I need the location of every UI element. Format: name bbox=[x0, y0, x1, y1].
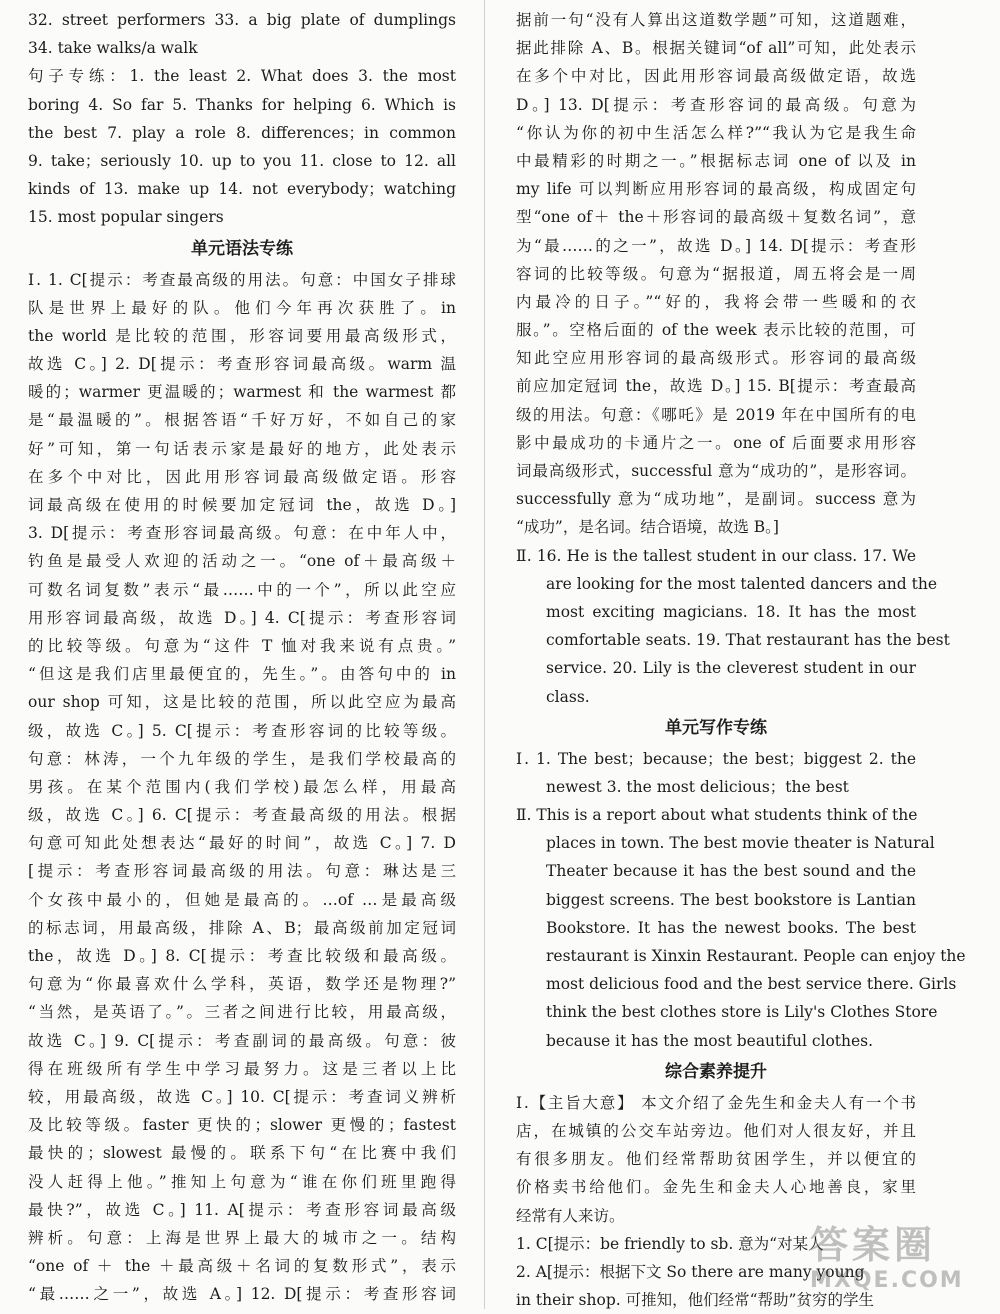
text-line: 32. street performers 33. a big plate of dumplings bbox=[28, 11, 456, 29]
text-line: 据此排除 A、B。根据关键词“of all”可知，此处表示 bbox=[516, 39, 916, 58]
text-line: most exciting magicians. 18. It has the most bbox=[546, 602, 916, 621]
text-line: Ⅱ. 16. He is the tallest student in our class. 17. We bbox=[516, 546, 916, 565]
text-line: “但这是我们店里最便宜的，先生。”。由答句中的 in bbox=[28, 665, 456, 684]
text-line: 较，用最高级，故选 C。] 10. C[提示：考查词义辨析 bbox=[28, 1087, 456, 1106]
text-line: 容词的比较等级。句意为“据报道，周五将会是一周 bbox=[516, 264, 916, 283]
text-line: D。] 13. D[提示：考查形容词的最高级。句意为 bbox=[516, 95, 916, 114]
text-line: biggest screens. The best bookstore is Lantian bbox=[546, 890, 916, 909]
vocabulary-answers bbox=[28, 6, 456, 232]
text-line: successfully 意为“成功地”，是副词。success 意为 bbox=[516, 490, 916, 509]
text-line: “当然，是英语了。”。三者之间进行比较，用最高级， bbox=[28, 1003, 456, 1022]
text-line: “成功”，是名词。结合语境，故选 B。] bbox=[516, 518, 779, 537]
text-line: 的比较等级。句意为“这件 T 恤对我来说有点贵。” bbox=[28, 636, 456, 655]
watermark-logo-text: 答案圈 bbox=[810, 1223, 937, 1267]
text-line: 据前一句“没有人算出这道数学题”可知，这道题难， bbox=[516, 11, 916, 29]
text-line: 级的用法。句意：《哪吒》是 2019 年在中国所有的电 bbox=[516, 405, 916, 424]
text-line: 9. take；seriously 10. up to you 11. close to 12. all bbox=[28, 151, 456, 170]
text-line: 句意可知此处想表达“最好的时间”，故选 C。] 7. D bbox=[28, 834, 456, 853]
text-line: class. bbox=[546, 687, 590, 706]
text-line: 的标志词，用最高级，排除 A、B；最高级前加定冠词 bbox=[28, 918, 456, 937]
text-line: 型“one of＋ the＋形容词的最高级＋复数名词”，意 bbox=[516, 208, 916, 227]
site-watermark bbox=[810, 1223, 980, 1303]
text-line: think the best clothes store is Lily's Clothes Store bbox=[546, 1003, 938, 1022]
section-heading-writing: 单元写作专练 bbox=[665, 717, 767, 738]
text-line: 内最冷的日子。”“好的，我将会带一些暖和的衣 bbox=[516, 292, 916, 311]
text-line: 最快的；slowest 最慢的。联系下句“在比赛中我们 bbox=[28, 1144, 456, 1163]
text-line: 知此空应用形容词的最高级形式。形容词的最高级 bbox=[516, 349, 916, 368]
text-line: Theater because it has the best sound and the bbox=[546, 862, 916, 881]
text-line: 在多个中对比，因此用形容词最高级做定语。形容 bbox=[28, 467, 456, 486]
grammar-answers-continued bbox=[516, 6, 950, 711]
text-line: 3. D[提示：考查形容词最高级。句意：在中年人中， bbox=[28, 524, 456, 543]
text-line: “你认为你的初中生活怎么样?”“我认为它是我生命 bbox=[516, 123, 916, 142]
left-column bbox=[28, 6, 456, 1308]
text-line: 34. take walks/a walk bbox=[28, 39, 198, 58]
text-line: 服。”。空格后面的 of the week 表示比较的范围，可 bbox=[516, 321, 916, 340]
text-line: 词最高级在使用的时候要加定冠词 the，故选 D。] bbox=[28, 496, 456, 514]
text-line: the best 7. play a role 8. differences；in common bbox=[28, 123, 456, 142]
text-line: in their shop. 可推知，他们经常“帮助”贫穷的学生 bbox=[516, 1291, 874, 1310]
text-line: 级，故选 C。] 6. C[提示：考查最高级的用法。根据 bbox=[28, 806, 456, 825]
text-line: most delicious food and the best service there. Girls bbox=[546, 975, 957, 994]
section-heading-comprehensive: 综合素养提升 bbox=[665, 1061, 767, 1082]
text-line: 影中最成功的卡通片之一。one of 后面要求用形容 bbox=[516, 433, 916, 452]
text-line: 个女孩中最小的，但她是最高的。…of …是最高级 bbox=[28, 890, 456, 909]
text-line: 男孩。在某个范围内(我们学校)最怎么样，用最高 bbox=[28, 777, 456, 796]
text-line: 价格卖书给他们。金先生和金夫人心地善良，家里 bbox=[516, 1178, 916, 1197]
text-line: 2. A[提示：根据下文 So there are many young bbox=[516, 1262, 865, 1281]
text-line: boring 4. So far 5. Thanks for helping 6. Which is bbox=[28, 95, 456, 114]
text-line: 得在班级所有学生中学习最努力。这是三者以上比 bbox=[28, 1059, 456, 1078]
text-line: Ⅰ. 1. The best；because；the best；biggest 2. the bbox=[516, 749, 916, 768]
text-line: 是“最温暖的”。根据答语“千好万好，不如自己的家 bbox=[28, 411, 456, 430]
text-line: 句子专练：1. the least 2. What does 3. the most bbox=[28, 67, 456, 86]
text-line: Ⅰ. 1. C[提示：考查最高级的用法。句意：中国女子排球 bbox=[28, 270, 456, 289]
writing-answers bbox=[516, 745, 966, 1055]
text-line: 钓鱼是最受人欢迎的活动之一。“one of＋最高级＋ bbox=[28, 552, 456, 571]
text-line: “最……之一”，故选 A。] 12. D[提示：考查形容词 bbox=[28, 1285, 456, 1304]
text-line: 没人赶得上他。”推知上句意为“谁在你们班里跑得 bbox=[28, 1172, 456, 1191]
text-line: Bookstore. It has the newest books. The best bbox=[546, 918, 916, 937]
text-line: restaurant is Xinxin Restaurant. People can enjoy the bbox=[546, 947, 966, 965]
text-line: service. 20. Lily is the cleverest student in our bbox=[546, 659, 916, 678]
text-line: Ⅱ. This is a report about what students think of the bbox=[516, 806, 918, 825]
text-line: 1. C[提示：be friendly to sb. 意为“对某人 bbox=[516, 1234, 824, 1253]
text-line: 前应加定冠词 the，故选 D。] 15. B[提示：考查最高 bbox=[516, 377, 916, 396]
text-line: 队是世界上最好的队。他们今年再次获胜了。in bbox=[28, 298, 456, 317]
text-line: 词最高级形式，successful 意为“成功的”，是形容词。 bbox=[516, 462, 916, 480]
text-line: Ⅰ.【主旨大意】 本文介绍了金先生和金夫人有一个书 bbox=[516, 1093, 916, 1112]
text-line: are looking for the most talented dancers and the bbox=[546, 574, 937, 593]
text-line: 经常有人来访。 bbox=[516, 1206, 625, 1225]
text-line: 有很多朋友。他们经常帮助贫困学生，并以便宜的 bbox=[516, 1150, 916, 1169]
column-divider bbox=[484, 0, 485, 1309]
text-line: 可数名词复数”表示“最……中的一个”，所以此空应 bbox=[28, 580, 456, 599]
text-line: our shop 可知，这是比较的范围，所以此空应为最高 bbox=[28, 693, 456, 712]
text-line: 店，在城镇的公交车站旁边。他们对人很友好，并且 bbox=[516, 1121, 916, 1140]
text-line: kinds of 13. make up 14. not everybody；watching bbox=[28, 180, 456, 199]
text-line: 暖的；warmer 更温暖的；warmest 和 the warmest 都 bbox=[28, 383, 456, 402]
section-heading-grammar: 单元语法专练 bbox=[191, 238, 293, 259]
text-line: 15. most popular singers bbox=[28, 208, 224, 227]
text-line: 用形容词最高级，故选 D。] 4. C[提示：考查形容词 bbox=[28, 608, 456, 627]
text-line: the，故选 D。] 8. C[提示：考查比较级和最高级。 bbox=[28, 947, 456, 965]
text-line: because it has the most beautiful clothes. bbox=[546, 1031, 874, 1050]
text-line: 最快?”，故选 C。] 11. A[提示：考查形容词最高级 bbox=[28, 1200, 456, 1219]
text-line: newest 3. the most delicious；the best bbox=[546, 777, 849, 796]
text-line: places in town. The best movie theater is Natural bbox=[546, 834, 935, 853]
text-line: 中最精彩的时期之一。”根据标志词 one of 以及 in bbox=[516, 151, 916, 170]
text-line: 故选 C。] 2. D[提示：考查形容词最高级。warm 温 bbox=[28, 355, 456, 374]
text-line: 句意：林涛，一个九年级的学生，是我们学校最高的 bbox=[28, 749, 456, 768]
text-line: my life 可以判断应用形容词的最高级，构成固定句 bbox=[516, 180, 916, 199]
text-line: comfortable seats. 19. That restaurant has the best bbox=[546, 631, 950, 650]
grammar-answers bbox=[28, 266, 456, 1309]
text-line: 句意为“你最喜欢什么学科，英语，数学还是物理?” bbox=[28, 975, 456, 994]
text-line: 及比较等级。faster 更快的；slower 更慢的；fastest bbox=[28, 1116, 456, 1135]
text-line: 辨析。句意：上海是世界上最大的城市之一。结构 bbox=[28, 1228, 456, 1247]
text-line: 在多个中对比，因此用形容词最高级做定语，故选 bbox=[516, 67, 916, 86]
text-line: [提示：考查形容词最高级的用法。句意：琳达是三 bbox=[28, 862, 456, 881]
text-line: 好”可知，第一句话表示家是最好的地方，此处表示 bbox=[28, 439, 456, 458]
text-line: 故选 C。] 9. C[提示：考查副词的最高级。句意：彼 bbox=[28, 1031, 456, 1050]
text-line: “one of ＋ the ＋最高级＋名词的复数形式”，表示 bbox=[28, 1257, 456, 1276]
right-column bbox=[516, 6, 966, 1314]
text-line: 级，故选 C。] 5. C[提示：考查形容词的比较等级。 bbox=[28, 721, 456, 740]
text-line: the world 是比较的范围，形容词要用最高级形式， bbox=[28, 326, 456, 345]
watermark-url: MXQE.COM bbox=[810, 1268, 964, 1293]
text-line: 为“最……的之一”，故选 D。] 14. D[提示：考查形 bbox=[516, 236, 916, 255]
